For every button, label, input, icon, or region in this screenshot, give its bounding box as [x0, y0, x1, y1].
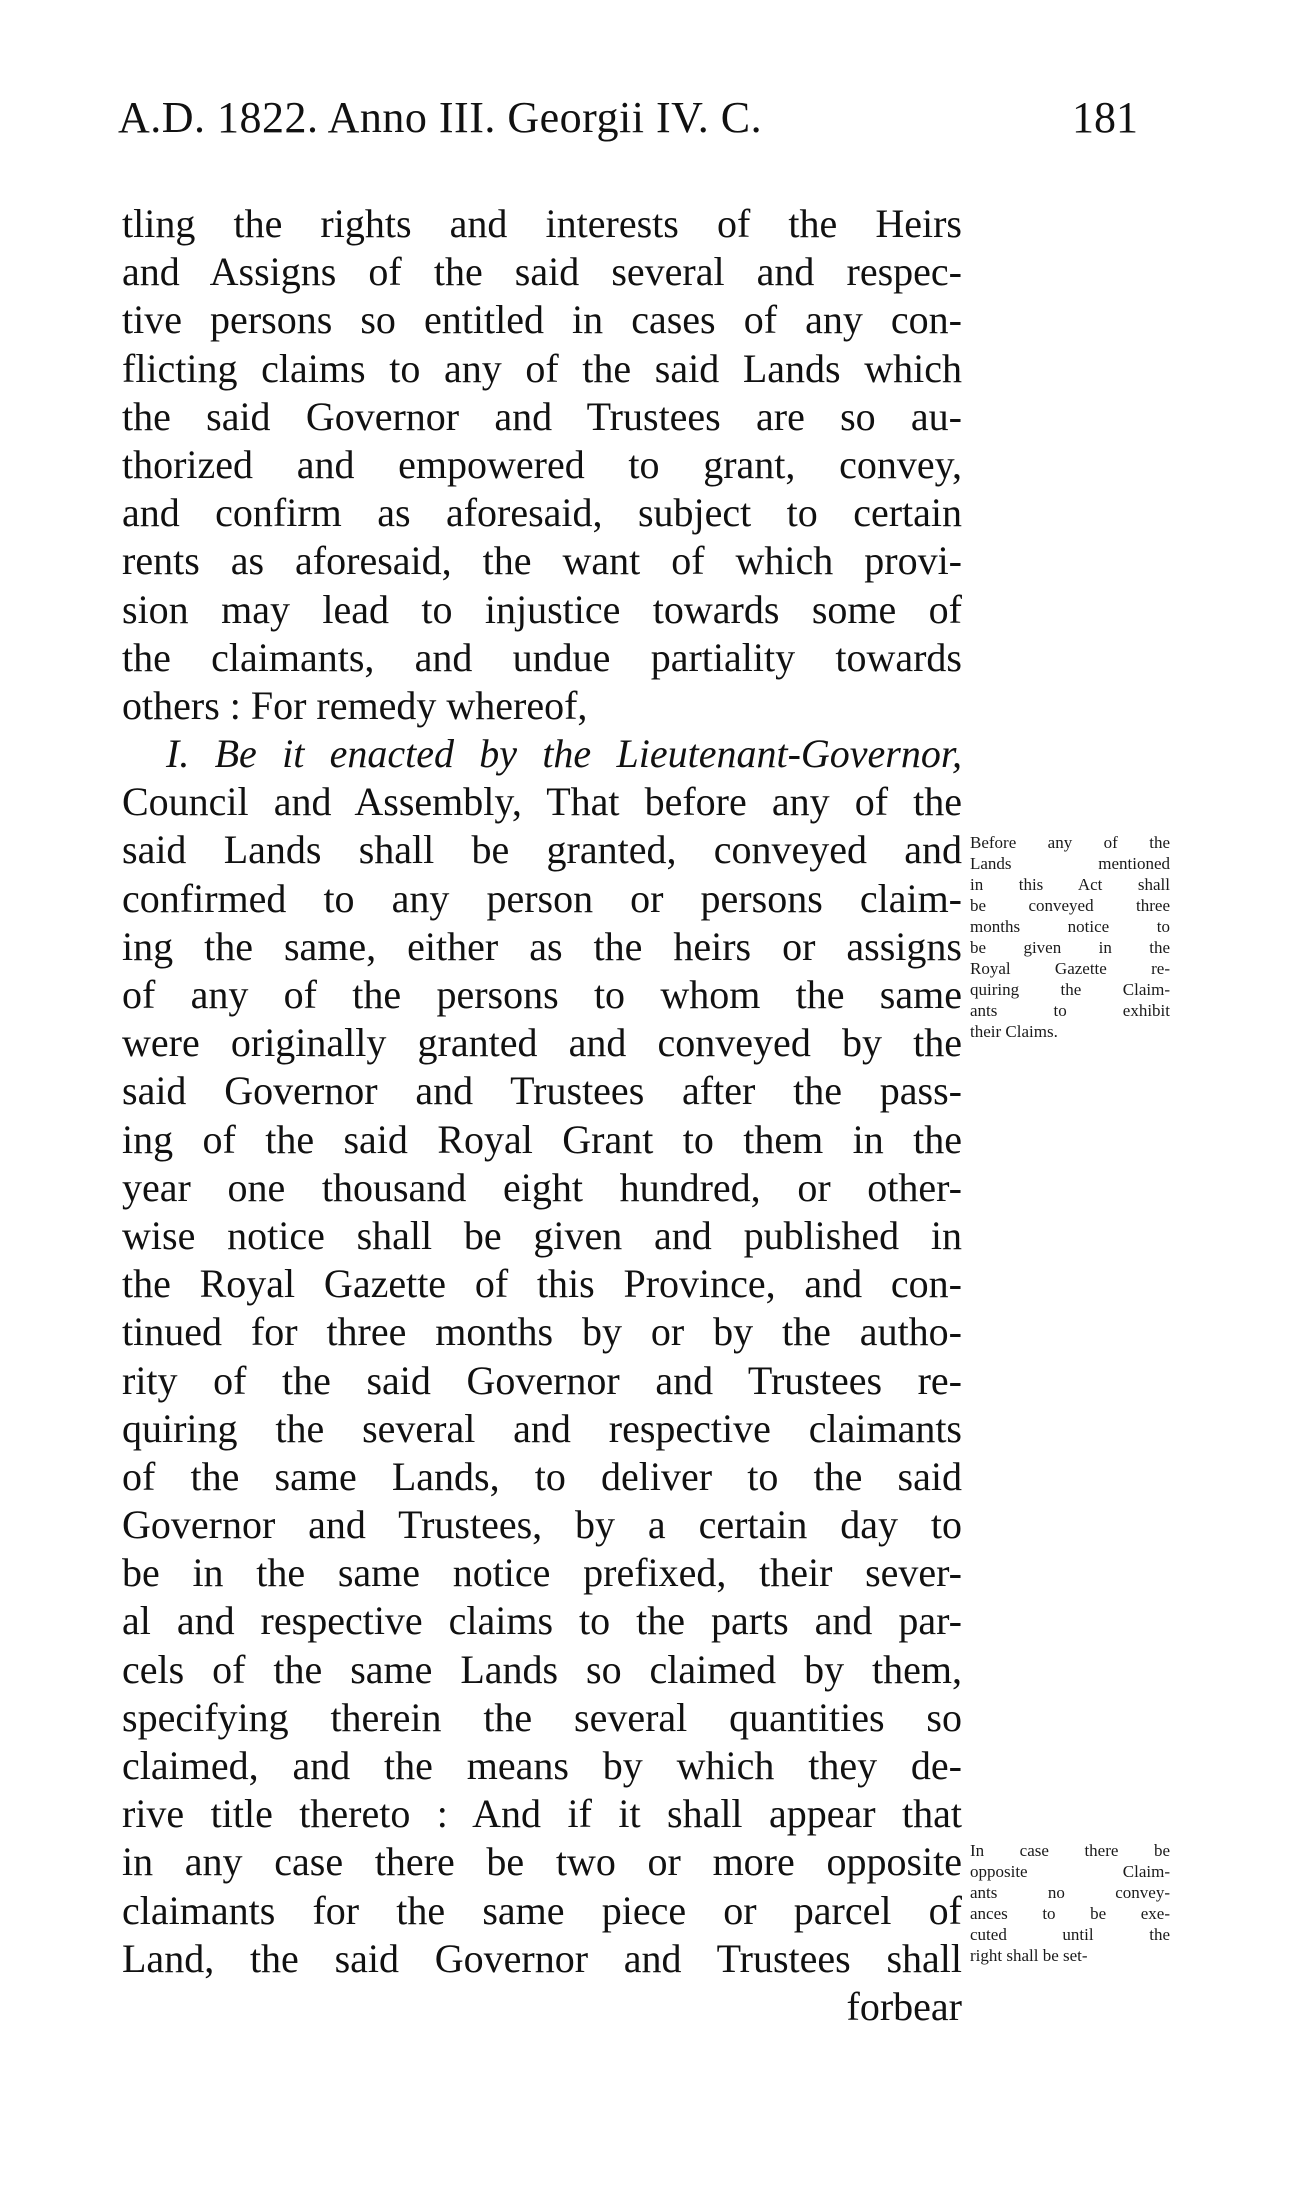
text-line: of any of the persons to whom the same: [122, 972, 962, 1017]
margin-note-line: ances to be exe-: [970, 1904, 1170, 1923]
text-line: claimed, and the means by which they de-: [122, 1743, 962, 1788]
text-line: others : For remedy whereof,: [122, 682, 588, 728]
section-one-heading-line: [122, 730, 962, 778]
text-line: the Royal Gazette of this Province, and con-: [122, 1261, 962, 1307]
text-line: were originally granted and conveyed by the: [122, 1020, 962, 1066]
text-line: the claimants, and undue partiality towards: [122, 634, 962, 680]
margin-note-notice: [970, 832, 1170, 1042]
text-line: and confirm as aforesaid, subject to certain: [122, 490, 962, 536]
margin-note-line: Before any of the: [970, 833, 1170, 852]
margin-note-line: Royal Gazette re-: [970, 959, 1170, 978]
text-line: rive title thereto : And if it shall appear that: [122, 1791, 962, 1837]
margin-note-line: be conveyed three: [970, 896, 1170, 915]
margin-note-line: be given in the: [970, 938, 1170, 957]
text-line: ing of the said Royal Grant to them in the: [122, 1116, 962, 1162]
margin-note-line: their Claims.: [970, 1022, 1058, 1041]
margin-note-line: right shall be set-: [970, 1946, 1088, 1965]
text-line: thorized and empowered to grant, convey,: [122, 441, 962, 487]
text-line: claimants for the same piece or parcel of: [122, 1887, 962, 1933]
text-line: Council and Assembly, That before any of the: [122, 779, 962, 825]
text-line: confirmed to any person or persons claim-: [122, 875, 962, 921]
text-line: tling the rights and interests of the Heirs: [122, 201, 962, 246]
text-line: year one thousand eight hundred, or other-: [122, 1164, 962, 1210]
enacting-clause: I. Be it enacted by the Lieutenant-Governor,: [166, 731, 962, 777]
text-line: specifying therein the several quantities so: [122, 1694, 962, 1740]
text-line: tinued for three months by or by the autho-: [122, 1309, 962, 1355]
text-line: quiring the several and respective claimants: [122, 1405, 962, 1451]
text-line: flicting claims to any of the said Lands which: [122, 345, 962, 391]
text-line: said Governor and Trustees after the pass-: [122, 1068, 962, 1114]
text-line: the said Governor and Trustees are so au-: [122, 393, 962, 439]
text-line: al and respective claims to the parts and par-: [122, 1598, 962, 1644]
main-text-column: [122, 200, 962, 2031]
margin-note-line: In case there be: [970, 1841, 1170, 1860]
text-line: rents as aforesaid, the want of which provi-: [122, 538, 962, 584]
running-header: [118, 92, 1138, 152]
text-line: wise notice shall be given and published in: [122, 1212, 962, 1258]
margin-note-line: ants to exhibit: [970, 1001, 1170, 1020]
margin-note-opposite-claimants: [970, 1840, 1170, 1966]
text-line: cels of the same Lands so claimed by them,: [122, 1646, 962, 1692]
margin-note-line: opposite Claim-: [970, 1862, 1170, 1881]
text-line: in any case there be two or more opposite: [122, 1839, 962, 1885]
text-line: ing the same, either as the heirs or assigns: [122, 923, 962, 969]
text-line: said Lands shall be granted, conveyed and: [122, 827, 962, 873]
margin-note-line: months notice to: [970, 917, 1170, 936]
margin-note-line: in this Act shall: [970, 875, 1170, 894]
catchword: forbear: [846, 1983, 962, 2029]
text-line: rity of the said Governor and Trustees re-: [122, 1357, 962, 1403]
text-line: tive persons so entitled in cases of any con-: [122, 297, 962, 343]
text-line: and Assigns of the said several and respec-: [122, 249, 962, 295]
text-line: Land, the said Governor and Trustees shall: [122, 1935, 962, 1981]
margin-note-line: ants no convey-: [970, 1883, 1170, 1902]
margin-note-line: cuted until the: [970, 1925, 1170, 1944]
running-title: A.D. 1822. Anno III. Georgii IV. C.: [118, 93, 763, 142]
margin-note-line: Lands mentioned: [970, 854, 1170, 873]
text-line: sion may lead to injustice towards some of: [122, 586, 962, 632]
page-number: 181: [1072, 93, 1138, 142]
margin-note-line: quiring the Claim-: [970, 980, 1170, 999]
text-line: Governor and Trustees, by a certain day to: [122, 1502, 962, 1548]
text-line: of the same Lands, to deliver to the said: [122, 1453, 962, 1499]
text-line: be in the same notice prefixed, their sever-: [122, 1550, 962, 1596]
